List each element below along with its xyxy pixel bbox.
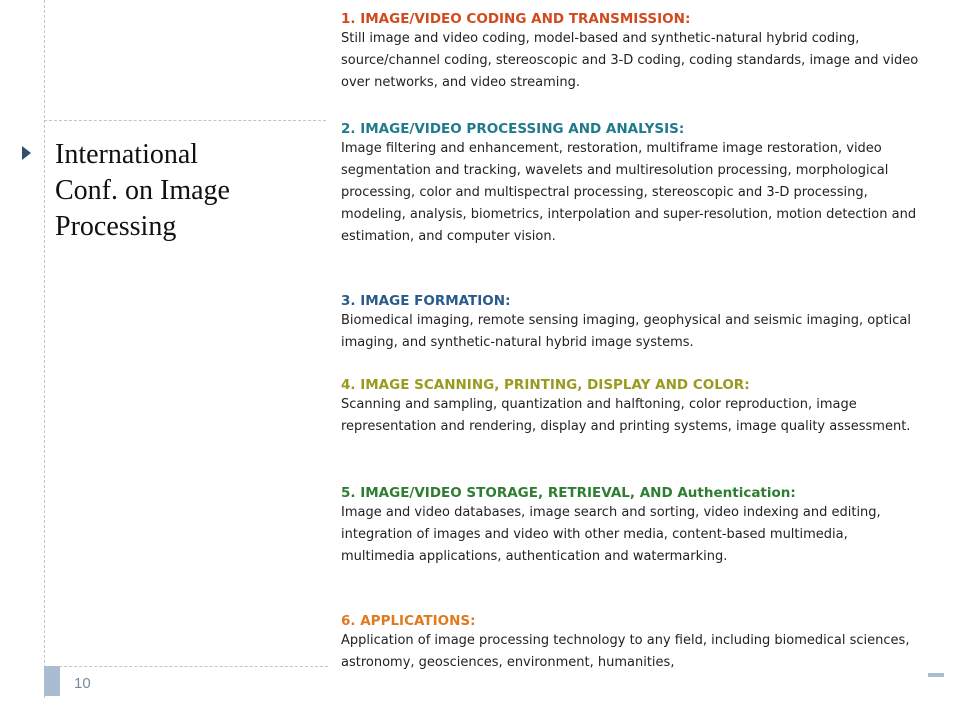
topic-heading: 1. IMAGE/VIDEO CODING AND TRANSMISSION: (341, 11, 691, 27)
topic-1 (341, 10, 921, 94)
topic-heading: 4. IMAGE SCANNING, PRINTING, DISPLAY AND COLOR: (341, 377, 750, 393)
footer-right-accent (928, 673, 944, 677)
topic-heading: 5. IMAGE/VIDEO STORAGE, RETRIEVAL, AND Authentication: (341, 485, 796, 501)
frame-bottom-divider (44, 666, 328, 667)
topic-heading: 3. IMAGE FORMATION: (341, 293, 511, 309)
topic-2 (341, 120, 921, 248)
topic-body: Image filtering and enhancement, restoration, multiframe image restoration, video segmentation and tracking, wavelets and multiresolution processing, morphological processing, color and multispectral processing, stereoscopic and 3-D processing, modeling, analysis, biometrics, interpolation and super-resolution, motion detection and estimation, and computer vision. (341, 141, 917, 244)
topic-body: Biomedical imaging, remote sensing imaging, geophysical and seismic imaging, optical imaging, and synthetic-natural hybrid image systems. (341, 313, 911, 350)
topic-3 (341, 292, 921, 354)
topic-5 (341, 484, 921, 568)
page-number: 10 (74, 675, 91, 692)
footer-left-accent (44, 666, 60, 696)
topic-6 (341, 612, 921, 674)
topic-body: Application of image processing technology to any field, including biomedical sciences, astronomy, geosciences, environment, humanities, (341, 633, 910, 670)
frame-vertical-divider (44, 0, 45, 698)
triangle-bullet-icon (22, 146, 31, 160)
topic-body: Still image and video coding, model-based and synthetic-natural hybrid coding, source/channel coding, stereoscopic and 3-D coding, coding standards, image and video over networks, and video streaming. (341, 31, 919, 90)
topic-4 (341, 376, 921, 438)
topic-heading: 6. APPLICATIONS: (341, 613, 476, 629)
topics-image (328, 0, 928, 676)
topic-body: Image and video databases, image search and sorting, video indexing and editing, integration of images and video with other media, content-based multimedia, multimedia applications, authentication and watermarking. (341, 505, 881, 564)
bullet-text: International Conf. on Image Processing (55, 139, 230, 242)
bullet-point (22, 137, 262, 245)
topic-body: Scanning and sampling, quantization and halftoning, color reproduction, image representation and rendering, display and printing systems, image quality assessment. (341, 397, 911, 434)
topic-heading: 2. IMAGE/VIDEO PROCESSING AND ANALYSIS: (341, 121, 685, 137)
frame-top-divider (44, 120, 326, 121)
